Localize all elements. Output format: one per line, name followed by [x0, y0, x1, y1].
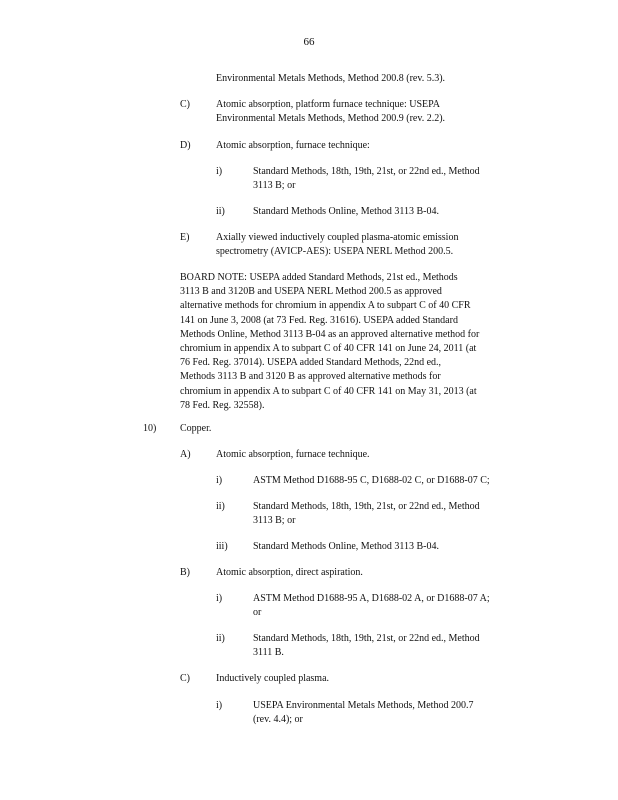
text-line: Axially viewed inductively coupled plasma-atomic emission — [216, 232, 459, 243]
text-line: Environmental Metals Methods, Method 200.9 (rev. 2.2). — [216, 113, 446, 125]
subitem-marker: i) — [216, 475, 223, 486]
text-line: spectrometry (AVICP-AES): USEPA NERL Method 200.5. — [216, 246, 454, 258]
text-line: Atomic absorption, platform furnace technique: USEPA — [216, 99, 441, 110]
item-text: Atomic absorption, furnace technique. — [216, 449, 370, 460]
item-marker: A) — [180, 449, 191, 460]
item-marker: D) — [180, 140, 191, 151]
subitem-marker: i) — [216, 700, 223, 711]
text-line: Standard Methods, 18th, 19th, 21st, or 22nd ed., Method — [253, 166, 480, 177]
note-line: 3113 B and 3120B and USEPA NERL Method 200.5 as approved — [180, 286, 442, 298]
text-line: Environmental Metals Methods, Method 200.8 (rev. 5.3). — [216, 73, 446, 84]
subitem-marker: i) — [216, 593, 223, 604]
subitem-text — [253, 592, 543, 620]
subitem-marker: iii) — [216, 541, 228, 552]
note-line: 78 Fed. Reg. 32558). — [180, 399, 265, 411]
subitem-text — [253, 699, 543, 727]
subitem-text: Standard Methods Online, Method 3113 B-04. — [253, 541, 440, 552]
item-marker: C) — [180, 99, 190, 110]
item-marker: C) — [180, 673, 190, 684]
item-text: Atomic absorption, direct aspiration. — [216, 567, 363, 578]
subitem-marker: ii) — [216, 206, 225, 217]
item-text: Atomic absorption, furnace technique: — [216, 140, 370, 151]
section-number: 10) — [143, 423, 157, 434]
item-text — [216, 231, 516, 259]
text-line: Standard Methods, 18th, 19th, 21st, or 22nd ed., Method — [253, 501, 480, 512]
board-note — [180, 271, 550, 413]
note-line: 141 on June 3, 2008 (at 73 Fed. Reg. 31616). USEPA added Standard — [180, 314, 458, 326]
note-line: Methods 3113 B and 3120 B as approved alternative methods for — [180, 371, 441, 383]
subitem-marker: i) — [216, 166, 223, 177]
text-line: USEPA Environmental Metals Methods, Method 200.7 — [253, 700, 474, 711]
note-line: 76 Fed. Reg. 37014). USEPA added Standard Methods, 22nd ed., — [180, 357, 442, 369]
note-line: BOARD NOTE: USEPA added Standard Methods, 21st ed., Methods — [180, 272, 458, 283]
subitem-text: Standard Methods Online, Method 3113 B-04. — [253, 206, 440, 217]
subitem-marker: ii) — [216, 633, 225, 644]
text-line: or — [253, 607, 262, 619]
item-text — [216, 98, 516, 126]
subitem-text — [253, 500, 543, 528]
text-line: Standard Methods, 18th, 19th, 21st, or 22nd ed., Method — [253, 633, 480, 644]
page-number: 66 — [303, 36, 315, 48]
text-line: (rev. 4.4); or — [253, 714, 303, 726]
section-title: Copper. — [180, 423, 212, 434]
text-line: ASTM Method D1688-95 A, D1688-02 A, or D1688-07 A; — [253, 593, 490, 604]
item-marker: B) — [180, 567, 190, 578]
subitem-text — [253, 165, 543, 193]
subitem-text — [253, 632, 543, 660]
text-line: 3111 B. — [253, 647, 284, 659]
item-text: Inductively coupled plasma. — [216, 673, 330, 684]
text-line: 3113 B; or — [253, 180, 296, 192]
subitem-marker: ii) — [216, 501, 225, 512]
text-line: 3113 B; or — [253, 515, 296, 527]
item-marker: E) — [180, 232, 190, 243]
note-line: Methods Online, Method 3113 B-04 as an approved alternative method for — [180, 328, 480, 340]
subitem-text: ASTM Method D1688-95 C, D1688-02 C, or D1688-07 C; — [253, 475, 490, 486]
note-line: alternative methods for chromium in appendix A to subpart C of 40 CFR — [180, 300, 471, 312]
note-line: chromium in appendix A to subpart C of 40 CFR 141 on May 31, 2013 (at — [180, 385, 477, 397]
note-line: chromium in appendix A to subpart C of 40 CFR 141 on June 24, 2011 (at — [180, 343, 477, 355]
